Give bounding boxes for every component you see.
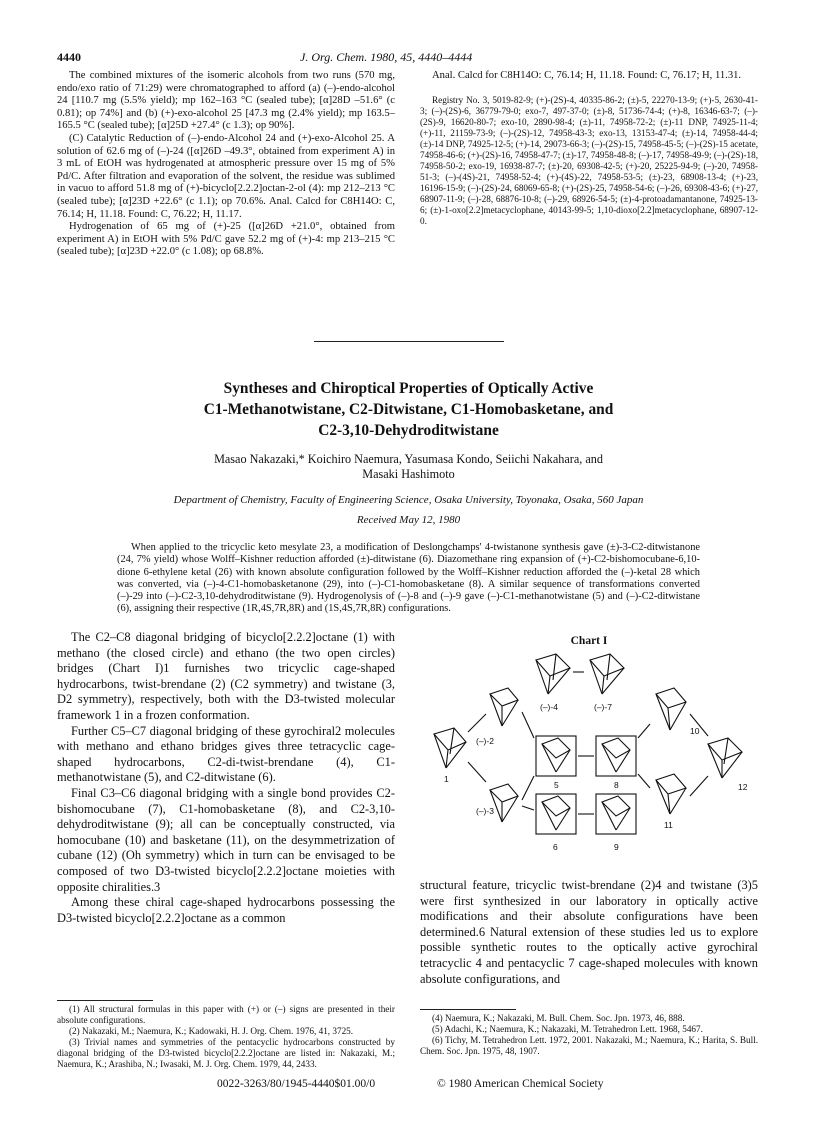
chart-label: 6 [553, 842, 558, 852]
body-left-column [57, 630, 395, 926]
molecule-10-icon [656, 688, 686, 730]
title-line-3: C2-3,10-Dehydroditwistane [318, 422, 499, 439]
abstract-text: When applied to the tricyclic keto mesylate 23, a modification of Deslongchamps' 4-twistanone synthesis gave (±)-3-C2-ditwistanone (24, 7% yield) whose Wolff–Kishner reduction afforded (±)-ditwistane (6). Diazomethane ring expansion of (+)-C2-bishomocubane-6,10-dione 6-ethylene ketal (26) with known absolute configuration followed by the Wolff–Kishner reduction afforded the (–)-ketal 28 which was converted, via (–)-4-C1-homobasketanone (29), into (–)-C1-homobasketane (8). A similar sequence of transformations converted (–)-29 into (–)-C2-3,10-dehydroditwistane (9). Hydrogenolysis of (–)-8 and (–)-9 gave (–)-C1-methanotwistane (5) and (–)-C2-ditwistane (6), assigning their respective (1R,4S,7R,8R) and (1S,4S,7R,8R) configurations. [117, 542, 700, 615]
molecule-3-icon [490, 784, 518, 822]
chart-i-structures [418, 650, 762, 870]
chart-label: (–)-4 [540, 702, 558, 712]
experimental-continued [57, 70, 395, 259]
chart-label: 12 [738, 782, 748, 792]
chart-label: 8 [614, 780, 619, 790]
chart-label: (–)-2 [476, 736, 494, 746]
molecule-9-box [596, 794, 636, 834]
footnote-5: (5) Adachi, K.; Naemura, K.; Nakazaki, M. Tetrahedron Lett. 1968, 5467. [432, 1024, 703, 1034]
experimental-paragraph-3: Hydrogenation of 65 mg of (+)-25 ([α]26D +21.0°, obtained from experiment A) in EtOH with 5% Pd/C gave 52.2 mg of (+)-4: mp 213–215 °C (sealed tube); [α]23D +22.0° (c 1.08); op 68.8%. [57, 221, 395, 258]
authors-line-1: Masao Nakazaki,* Koichiro Naemura, Yasumasa Kondo, Seiichi Nakahara, and [214, 452, 603, 466]
chart-label: 9 [614, 842, 619, 852]
article-title [80, 378, 737, 441]
chart-label: 11 [664, 820, 673, 830]
received-date: Received May 12, 1980 [356, 514, 461, 526]
authors-line-2: Masaki Hashimoto [362, 467, 455, 481]
body-paragraph-1: The C2–C8 diagonal bridging of bicyclo[2.2.2]octane (1) with methano (the closed circle) and ethano (the two open circles) bridges (Chart I)1 furnishes two tricyclic cage-shaped hydrocarbons, twist-brendane (2) (C2 symmetry) and twistane (3, D2 symmetry), respectively, both with the D3-twisted molecular framework 1 in a frozen conformation. [57, 630, 395, 722]
footnote-rule-left [57, 1000, 153, 1001]
body-paragraph-4: Among these chiral cage-shaped hydrocarbons possessing the D3-twisted bicyclo[2.2.2]octane as a common [57, 895, 395, 925]
footnote-2: (2) Nakazaki, M.; Naemura, K.; Kadowaki, H. J. Org. Chem. 1976, 41, 3725. [69, 1026, 354, 1036]
footer-code: 0022-3263/80/1945-4440$01.00/0 [217, 1078, 376, 1090]
registry-numbers: Registry No. 3, 5019-82-9; (+)-(2S)-4, 40335-86-2; (±)-5, 22270-13-9; (+)-5, 2630-41-3; (–)-(2S)-6, 36779-79-0; exo-7, 497-37-0; (±)-8, 51736-74-4; (+)-8, 16346-63-7; (–)-(2S)-9, 16620-80-7; exo-10, 2890-98-4; (±)-11, 74958-72-2; (±)-11 DNP, 74925-11-4; (+)-11, 21159-73-9; (–)-(2S)-12, 74958-43-3; exo-13, 13153-47-4; (±)-14, 74958-44-4; (±)-14 DNP, 74925-12-5; (+)-14, 29073-66-3; (–)-(2S)-15, 74958-45-5; (–)-(2S)-15 acetate, 74958-46-6; (+)-(2S)-16, 74958-47-7; (±)-17, 74958-48-8; (–)-17, 74958-49-9; (–)-(2S)-18, 74958-50-2; exo-19, 16938-87-7; (±)-20, 69308-42-5; (+)-20, 25225-94-9; (–)-20, 74958-51-3; (–)-(4S)-21, 74958-52-4; (+)-(4S)-22, 74958-53-5; (±)-23, 68908-13-4; (+)-23, 16196-15-9; (–)-(2S)-24, 68069-65-8; (+)-(2S)-25, 74958-54-6; (–)-26, 69308-43-6; (+)-27, 68907-11-9; (–)-28, 68876-10-8; (–)-29, 68926-54-5; (±)-4-protoadamantanone, 74925-13-6; (±)-1-oxo[2.2]metacyclophane, 40143-99-5; 1,10-dioxo[2.2]metacyclophane, 68907-12-0. [420, 94, 758, 226]
chart-label: 10 [690, 726, 700, 736]
abstract [117, 542, 700, 616]
experimental-right [420, 70, 758, 227]
analysis-text: Anal. Calcd for C8H14O: C, 76.14; H, 11.18. Found: C, 76.17; H, 11.31. [432, 70, 742, 81]
title-line-1: Syntheses and Chiroptical Properties of Optically Active [223, 380, 594, 397]
molecule-1-icon [434, 728, 466, 768]
authors [80, 452, 737, 482]
molecule-5-box [536, 736, 576, 776]
molecule-7-icon [590, 654, 624, 694]
body-right-column [420, 878, 758, 987]
molecule-6-box [536, 794, 576, 834]
footnote-3: (3) Trivial names and symmetries of the pentacyclic hydrocarbons constructed by diagonal bridging of the D3-twisted bicyclo[2.2.2]octane are listed in: Nakazaki, M.; Naemura, K.; Arashiba, N.; Iwasaki, M. J. Org. Chem. 1979, 44, 2433. [57, 1037, 395, 1069]
footnotes-left [57, 1004, 395, 1070]
footnote-1: (1) All structural formulas in this paper with (+) or (–) signs are presented in their absolute configurations. [57, 1004, 395, 1025]
molecule-8-box [596, 736, 636, 776]
footnote-rule-right [420, 1009, 516, 1010]
experimental-paragraph-1: The combined mixtures of the isomeric alcohols from two runs (570 mg, endo/exo ratio of 71:29) were chromatographed to afford (a) (–)-endo-alcohol 24 [110.7 mg (5.5% yield); mp 162–163 °C (sealed tube); [α]28D –51.6° (c 0.81); op 74%] and (b) (+)-exo-alcohol 25 [47.3 mg (2.4% yield); mp 163.5–165.5 °C (sealed tube); [α]25D +27.4° (c 1.3); op 90%]. [57, 70, 395, 132]
title-line-2: C1-Methanotwistane, C2-Ditwistane, C1-Homobasketane, and [203, 401, 614, 418]
molecule-4-icon [536, 654, 570, 694]
section-divider [314, 341, 504, 342]
chart-label: 5 [554, 780, 559, 790]
body-paragraph-2: Further C5–C7 diagonal bridging of these gyrochiral2 molecules with methano and ethano bridges gives three tetracyclic cage-shaped hydrocarbons, C2-di-twist-brendane (4), C1-methanotwistane (5), and C2-ditwistane (6). [57, 723, 395, 785]
experimental-paragraph-2: (C) Catalytic Reduction of (–)-endo-Alcohol 24 and (+)-exo-Alcohol 25. A solution of 62.6 mg of (–)-24 ([α]26D –49.3°, obtained from experiment A) in 3 mL of EtOH was hydrogenated at atmospheric pressure over 15 mg of 5% Pd/C. After filtration and evaporation of the solvent, the residue was sublimed in vacuo to afford 51.8 mg of (+)-bicyclo[2.2.2]octan-2-ol (4): mp 212–213 °C (sealed tube); [α]23D +22.6° (c 1.1); op 70.6%. Anal. Calcd for C8H14O: C, 76.14; H, 11.18. Found: C, 76.22; H, 11.17. [57, 132, 395, 220]
chart-label: 1 [444, 774, 449, 784]
page-number: 4440 [57, 50, 81, 64]
body-paragraph-right: structural feature, tricyclic twist-brendane (2)4 and twistane (3)5 were first synthesized in our laboratory in optically active modifications and their absolute configurations have been determined.6 Natural extension of these studies led us to explore possible synthetic routes to the optically active gyrochiral tetracyclic 4 and pentacyclic 7 cage-shaped molecules with known absolute configurations, and [420, 878, 758, 986]
molecule-12-icon [708, 738, 742, 778]
chart-label: (–)-3 [476, 806, 494, 816]
footer-copyright: © 1980 American Chemical Society [437, 1078, 604, 1090]
chart-label: (–)-7 [594, 702, 612, 712]
chart-title: Chart I [570, 635, 608, 647]
footnotes-right [420, 1013, 758, 1057]
molecule-2-icon [490, 688, 518, 726]
body-paragraph-3: Final C3–C6 diagonal bridging with a single bond provides C2-bishomocubane (7), C1-homobasketane (8), and C2-3,10-dehydroditwistane (9); all can be conceptually constructed, via homocubane (10) and basketane (11), on the desymmetrization of cubane (12) (Oh symmetry) which in turn can be envisaged to be composed of two D3-twisted bicyclo[2.2.2]octane moieties with opposite chiralities.3 [57, 785, 395, 894]
running-header: J. Org. Chem. 1980, 45, 4440–4444 [300, 50, 473, 64]
footnote-4: (4) Naemura, K.; Nakazaki, M. Bull. Chem. Soc. Jpn. 1973, 46, 888. [432, 1013, 685, 1023]
affiliation: Department of Chemistry, Faculty of Engineering Science, Osaka University, Toyonaka, Osaka, 560 Japan [173, 494, 644, 506]
molecule-11-icon [656, 774, 686, 814]
footnote-6: (6) Tichy, M. Tetrahedron Lett. 1972, 2001. Nakazaki, M.; Naemura, K.; Harita, S. Bull. Chem. Soc. Jpn. 1975, 48, 1907. [420, 1035, 758, 1056]
